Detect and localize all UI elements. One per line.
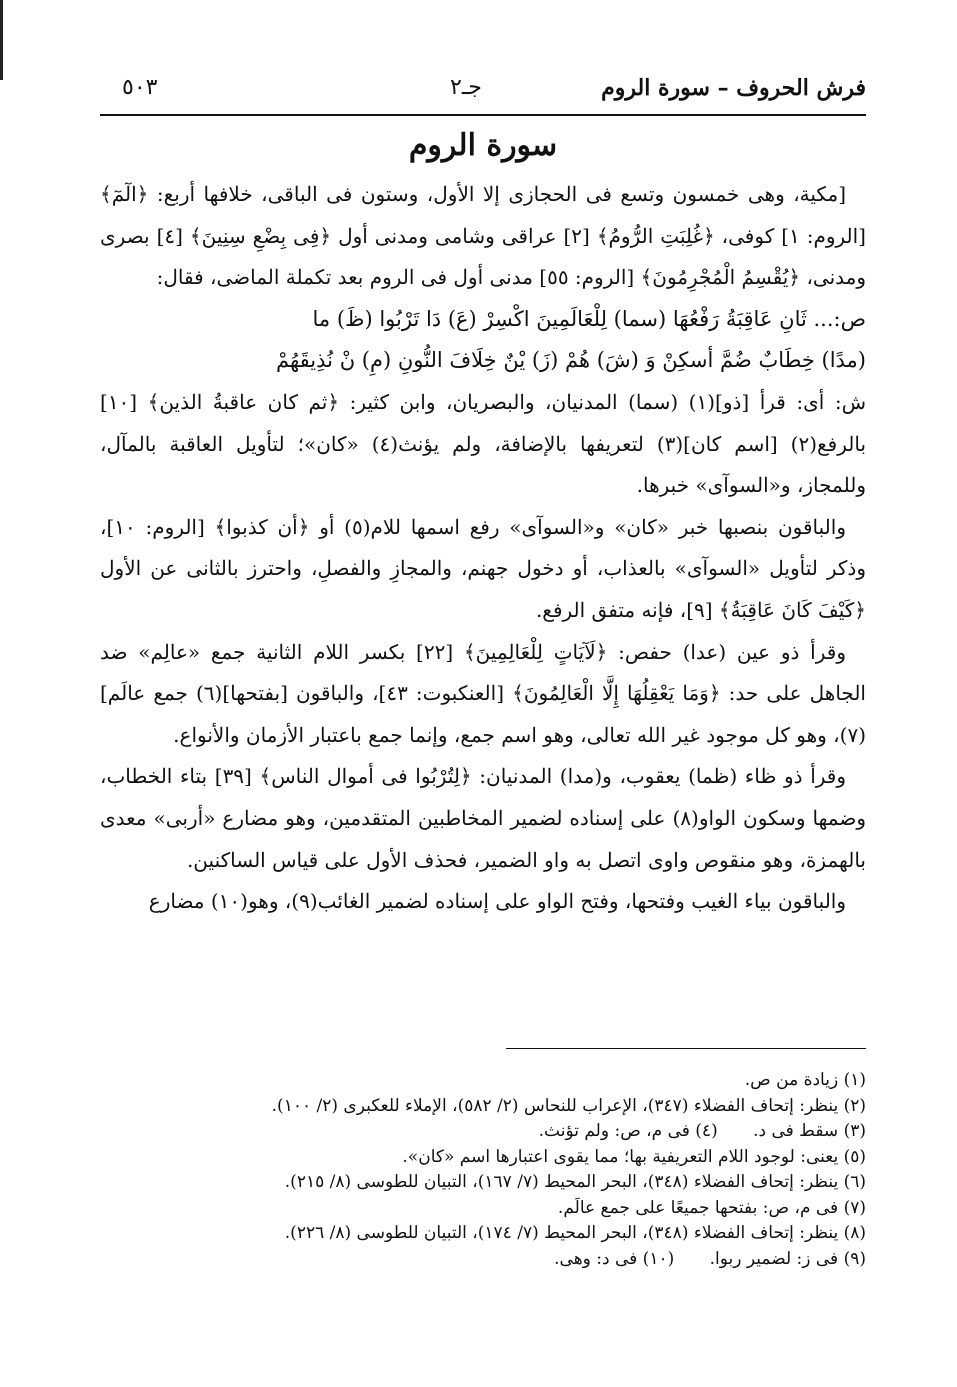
- commentary-paragraph-5: والباقون بياء الغيب وفتحها، وفتح الواو على إسناده لضمير الغائب(٩)، وهو(١٠) مضارع: [148, 889, 846, 914]
- page-number: ٥٠٣: [122, 75, 158, 100]
- footnotes: [100, 1068, 866, 1272]
- footnote-rule: [506, 1048, 866, 1049]
- running-head: [100, 68, 866, 108]
- commentary-paragraph-1: ش: أى: قرأ [ذو](١) (سما) المدنيان، والبصريان، وابن كثير: ﴿ثم كان عاقبةُ الذين﴾ [١٠] بالرفع(٢) [اسم كان](٣) لتعريفها بالإضافة، ولم يؤنث(٤) «كان»؛ لتأويل العاقبة بالمآل، وللمجاز، و«السوآى» خبرها.: [100, 389, 867, 498]
- commentary-paragraph-4: وقرأ ذو ظاء (ظما) يعقوب، و(مدا) المدنيان: ﴿لِتُرْبُوا فى أموال الناس﴾ [٣٩] بتاء الخطاب، وضمها وسكون الواو(٨) على إسناده لضمير المخاطبين المتقدمين، وهو مضارع «أربى» معدى بالهمزة، وهو منقوص واوى اتصل به واو الضمير، فحذف الأول على قياس الساكنين.: [100, 764, 866, 872]
- running-head-section-title: فرش الحروف – سورة الروم: [601, 75, 866, 101]
- footnote-row-9-10: [100, 1247, 866, 1273]
- footnote-6: (٦) ينظر: إتحاف الفضلاء (٣٤٨)، البحر المحيط (٧/ ١٦٧)، التبيان للطوسى (٨/ ٢١٥).: [284, 1172, 866, 1192]
- commentary-paragraph-2: والباقون بنصبها خبر «كان» و«السوآى» رفع اسمها للام(٥) أو ﴿أن كذبوا﴾ [الروم: ١٠]، وذكر لتأويل «السوآى» بالعذاب، أو دخول جهنم، والمجازِ والفصلِ، واحترز بالثانى عن الأول ﴿كَيْفَ كَانَ عَاقِبَةُ﴾ [٩]، فإنه متفق الرفع.: [100, 514, 866, 622]
- sura-title: سورة الروم: [408, 128, 558, 163]
- footnote-2: (٢) ينظر: إتحاف الفضلاء (٣٤٧)، الإعراب للنحاس (٢/ ٥٨٢)، الإملاء للعكبرى (٢/ ١٠٠).: [271, 1095, 866, 1116]
- running-head-volume: جـ٢: [450, 75, 482, 100]
- footnote-5: (٥) يعنى: لوجود اللام التعريفية بها؛ مما يقوى اعتبارها اسم «كان».: [402, 1146, 866, 1167]
- footnote-4: (٤) فى م، ص: ولم تؤنث.: [538, 1121, 718, 1141]
- verse-line-1: ص:... ثَانِ عَاقِبَةُ رَفْعُهَا (سما) لِلْعَالَمِينَ اكْسِرْ (عَ) دَا تَرْبُوا (ظَ) ما: [312, 306, 866, 331]
- main-text: [100, 174, 866, 923]
- verse-line-2: (مدًا) خِطَابٌ ضُمَّ أسكِنْ وَ (شَ) هُمْ (زَ) يْنٌ خِلَافَ النُّونِ (مِ) نْ نُذِيقَهُمْ: [276, 348, 866, 373]
- header-rule: [100, 114, 866, 116]
- footnote-8: (٨) ينظر: إتحاف الفضلاء (٣٤٨)، البحر المحيط (٧/ ١٧٤)، التبيان للطوسى (٨/ ٢٢٦).: [284, 1223, 866, 1243]
- intro-paragraph: [مكية، وهى خمسون وتسع فى الحجازى إلا الأول، وستون فى الباقى، خلافها أربع: ﴿الٓمٓ﴾ [الروم: ١] كوفى، ﴿غُلِبَتِ الرُّومُ﴾ [٢] عراقى وشامى ومدنى أول ﴿فِى بِضْعِ سِنِينَ﴾ [٤] بصرى ومدنى، ﴿يُقْسِمُ الْمُجْرِمُونَ﴾ [الروم: ٥٥] مدنى أول فى الروم بعد تكملة الماضى، فقال:: [100, 182, 866, 290]
- footnote-9: (٩) فى ز: لضمير ربوا.: [709, 1248, 866, 1269]
- footnote-7: (٧) فى م، ص: بفتحها جميعًا على جمع عالَم.: [557, 1197, 866, 1218]
- page-edge-mark: [0, 0, 3, 80]
- footnote-1: (١) زيادة من ص.: [744, 1070, 866, 1090]
- footnote-row-3-4: [100, 1119, 866, 1145]
- commentary-paragraph-3: وقرأ ذو عين (عدا) حفص: ﴿لَآيَاتٍ لِلْعَالِمِينَ﴾ [٢٢] بكسر اللام الثانية جمع «عالِم» ضد الجاهل على حد: ﴿وَمَا يَعْقِلُهَا إِلَّا الْعَالِمُونَ﴾ [العنكبوت: ٤٣]، والباقون [بفتحها](٦) جمع عالَم](٧)، وهو كل موجود غير الله تعالى، وهو اسم جمع، وإنما جمع باعتبار الأزمان والأنواع.: [100, 639, 866, 747]
- footnote-10: (١٠) فى د: وهى.: [554, 1248, 675, 1269]
- footnote-3: (٣) سقط فى د.: [753, 1121, 866, 1141]
